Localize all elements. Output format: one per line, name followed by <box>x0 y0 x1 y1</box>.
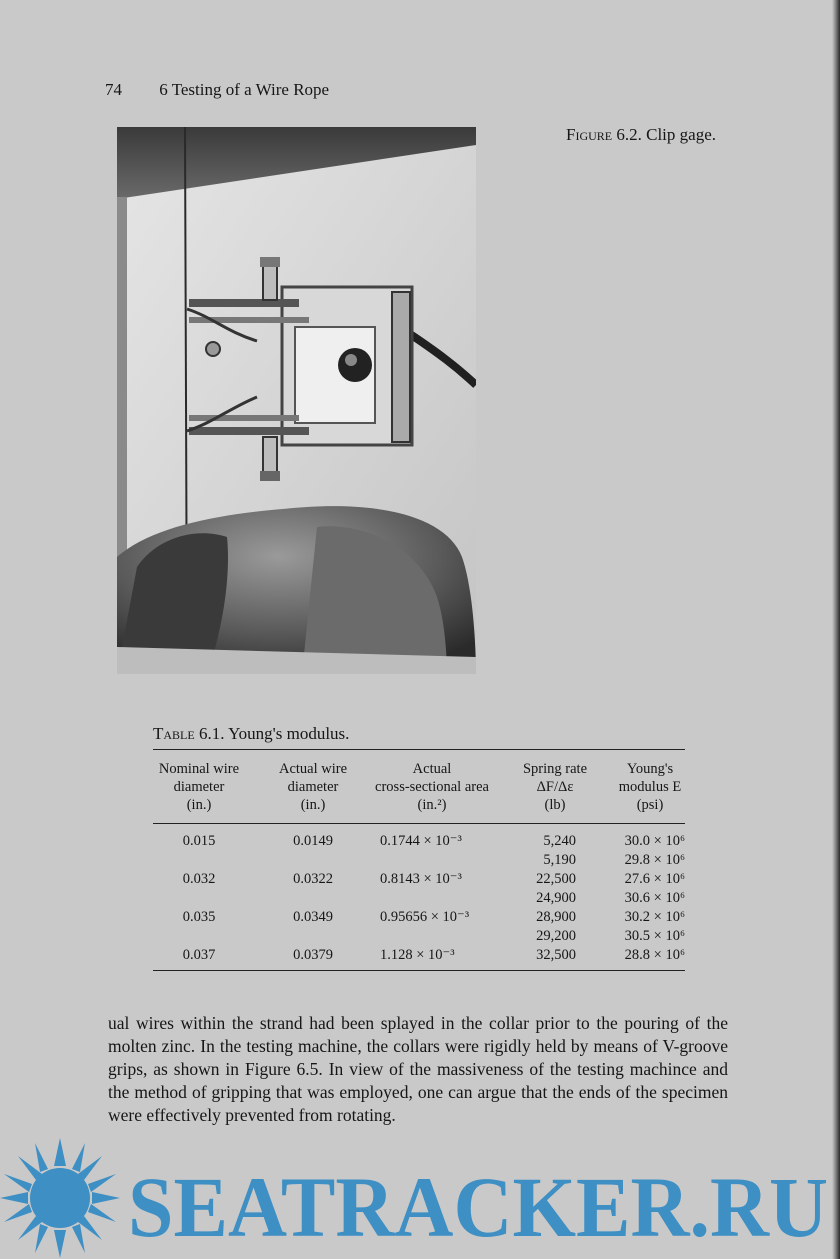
watermark <box>0 1136 840 1259</box>
table-cell-modulus: 27.6 × 10⁶ <box>624 871 685 887</box>
sun-logo-icon <box>0 1138 120 1258</box>
watermark-text: SEATRACKER.RU <box>128 1159 828 1255</box>
table-bottom-rule <box>153 970 685 971</box>
page-edge-shadow <box>832 0 840 1259</box>
table-cell-spring-rate: 32,500 <box>536 947 576 963</box>
table-cell-actual: 0.0322 <box>293 871 333 887</box>
page-number: 74 <box>105 80 122 99</box>
table-header-rule <box>153 823 685 824</box>
table-cell-spring-rate: 29,200 <box>536 928 576 944</box>
figure-caption <box>566 125 716 145</box>
table-cell-spring-rate: 28,900 <box>536 909 576 925</box>
table-cell-area: 0.8143 × 10⁻³ <box>380 871 462 887</box>
table-cell-modulus: 30.5 × 10⁶ <box>624 928 685 944</box>
figure-label: Figure 6.2. <box>566 125 642 144</box>
table-cell-nominal: 0.032 <box>182 871 216 887</box>
table-cell-nominal: 0.015 <box>182 833 216 849</box>
column-header-nominal-diameter: Nominal wire diameter (in.) <box>158 761 240 813</box>
table-cell-modulus: 28.8 × 10⁶ <box>624 947 685 963</box>
figure-caption-text: Clip gage. <box>646 125 717 144</box>
table-cell-actual: 0.0379 <box>293 947 333 963</box>
table-cell-modulus: 30.2 × 10⁶ <box>624 909 685 925</box>
clip-gage-photo <box>117 127 476 674</box>
table-cell-area: 0.95656 × 10⁻³ <box>380 909 470 925</box>
table-cell-spring-rate: 24,900 <box>536 890 576 906</box>
table-cell-spring-rate: 5,240 <box>543 833 576 849</box>
table-caption <box>153 724 349 744</box>
table-cell-area: 1.128 × 10⁻³ <box>380 947 455 963</box>
table-cell-actual: 0.0149 <box>293 833 333 849</box>
table-cell-modulus: 29.8 × 10⁶ <box>624 852 685 868</box>
body-paragraph: ual wires within the strand had been splayed in the collar prior to the pouring of the molten zinc. In the testing machine, the collars were rigidly held by means of V-groove grips, as shown in Figure 6.5. In view of the massiveness of the testing machince and the method of gripping that was employed, one can argue that the ends of the specimen were effectively prevented from rotating. <box>108 1013 728 1125</box>
table-label: Table 6.1. <box>153 724 225 743</box>
table-cell-modulus: 30.6 × 10⁶ <box>624 890 685 906</box>
table-cell-spring-rate: 22,500 <box>536 871 576 887</box>
column-header-actual-diameter: Actual wire diameter (in.) <box>278 761 348 813</box>
table-cell-actual: 0.0349 <box>293 909 333 925</box>
table-cell-modulus: 30.0 × 10⁶ <box>624 833 685 849</box>
table-top-rule <box>153 749 685 750</box>
table-cell-spring-rate: 5,190 <box>543 852 576 868</box>
column-header-spring-rate: Spring rate ΔF/Δε (lb) <box>522 761 588 813</box>
table-cell-nominal: 0.037 <box>182 947 216 963</box>
column-header-youngs-modulus: Young's modulus E (psi) <box>618 761 682 813</box>
table-cell-nominal: 0.035 <box>182 909 216 925</box>
running-head <box>105 80 329 100</box>
table-cell-area: 0.1744 × 10⁻³ <box>380 833 462 849</box>
table-title: Young's modulus. <box>228 724 350 743</box>
chapter-title: 6 Testing of a Wire Rope <box>159 80 330 99</box>
column-header-cross-sectional-area: Actual cross-sectional area (in.²) <box>375 761 489 813</box>
